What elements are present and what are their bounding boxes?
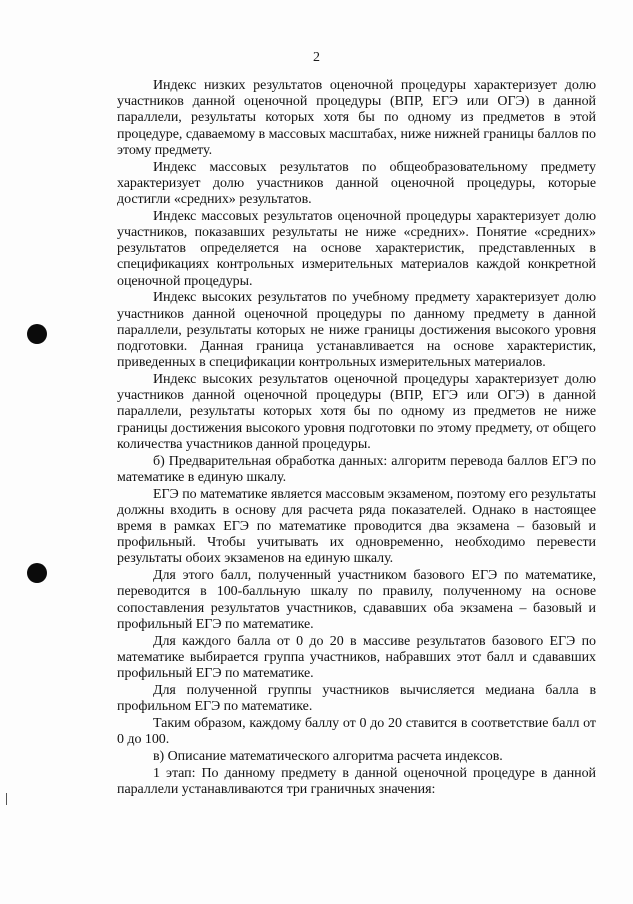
paragraph-median-calculation: Для полученной группы участников вычисляется медиана балла в профильном ЕГЭ по математике. — [117, 682, 596, 715]
page-number: 2 — [313, 50, 320, 65]
paragraph-mass-results-subject: Индекс массовых результатов по общеобразовательному предмету характеризует долю участников данной оценочной процедуры, которые достигли «средних» результатов. — [117, 159, 596, 208]
punch-hole-top — [27, 324, 47, 344]
paragraph-score-mapping: Таким образом, каждому баллу от 0 до 20 ставится в соответствие балл от 0 до 100. — [117, 715, 596, 748]
scan-edge-mark — [6, 793, 7, 805]
paragraph-section-b-heading: б) Предварительная обработка данных: алгоритм перевода баллов ЕГЭ по математике в единую шкалу. — [117, 453, 596, 485]
paragraph-score-group-selection: Для каждого балла от 0 до 20 в массиве результатов базового ЕГЭ по математике выбирается группа участников, набравших этот балл и сдававших профильный ЕГЭ по математике. — [117, 633, 596, 682]
punch-hole-bottom — [27, 563, 47, 583]
paragraph-low-results-index: Индекс низких результатов оценочной процедуры характеризует долю участников данной оценочной процедуры (ВПР, ЕГЭ или ОГЭ) в данной параллели, результаты которых хотя бы по одному из предметов в этой процедуре, сдаваемому в массовых масштабах, ниже нижней границы баллов по этому предмету. — [117, 78, 596, 158]
paragraph-section-c-heading: в) Описание математического алгоритма расчета индексов. — [153, 748, 503, 764]
paragraph-mass-results-procedure: Индекс массовых результатов оценочной процедуры характеризует долю участников, показавших результаты не ниже «средних». Понятие «средних» результатов определяется на основе характеристик, представленных в спецификациях контрольных измерительных материалов каждой конкретной оценочной процедуры. — [117, 208, 596, 289]
paragraph-base-score-conversion: Для этого балл, полученный участником базового ЕГЭ по математике, переводится в 100-балльную шкалу по правилу, полученному на основе сопоставления результатов участников, сдававших оба экзамена – базовый и профильный ЕГЭ по математике. — [117, 568, 596, 632]
paragraph-ege-math-mass-exam: ЕГЭ по математике является массовым экзаменом, поэтому его результаты должны входить в основу для расчета ряда показателей. Однако в настоящее время в рамках ЕГЭ по математике проводится два экзамена – базовый и профильный. Чтобы учитывать их одновременно, необходимо перевести результаты обоих экзаменов на единую шкалу. — [117, 486, 596, 567]
paragraph-high-results-procedure: Индекс высоких результатов оценочной процедуры характеризует долю участников данной оценочной процедуры (ВПР, ЕГЭ или ОГЭ) в данной параллели, результаты которых хотя бы по одному из предметов не ниже границы достижения высокого уровня подготовки по этому предмету, от общего количества участников данной процедуры. — [117, 372, 596, 452]
paragraph-stage-1: 1 этап: По данному предмету в данной оценочной процедуре в данной параллели устанавливаются три граничных значения: — [117, 765, 596, 797]
text-body — [117, 78, 596, 799]
paragraph-high-results-subject: Индекс высоких результатов по учебному предмету характеризует долю участников данной оценочной процедуры по данному предмету в данной параллели, результаты которых не ниже границы достижения высокого уровня подготовки. Данная граница устанавливается на основе характеристик, приведенных в спецификации контрольных измерительных материалов. — [117, 290, 596, 371]
